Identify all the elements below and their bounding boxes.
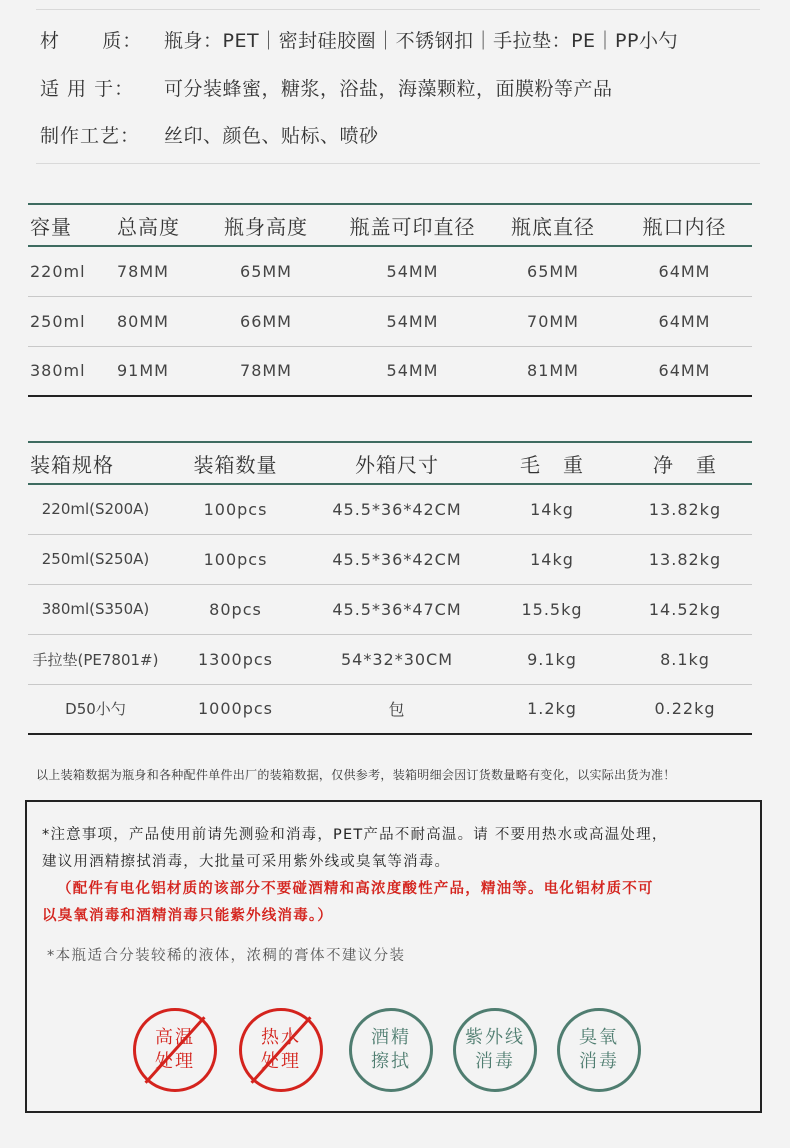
- table-row: [28, 584, 752, 634]
- ozone-disinfection-icon: [557, 1008, 641, 1092]
- material-label: 材 质：: [40, 29, 143, 52]
- header-mouth-inner-diameter: 瓶口内径: [642, 214, 727, 239]
- cell: 81MM: [489, 346, 617, 396]
- cell: 65MM: [489, 246, 617, 296]
- notice-red-line-1: （配件有电化铝材质的该部分不要碰酒精和高浓度酸性产品，精油等。电化铝材质不可: [57, 881, 654, 897]
- cell: 91MM: [113, 346, 196, 396]
- cell: 380ml(S350A): [28, 584, 163, 634]
- cell: 54MM: [336, 246, 489, 296]
- craft-label: 制作工艺：: [40, 124, 141, 147]
- notice-red-line-2: 以臭氧消毒和酒精消毒只能紫外线消毒。）: [42, 908, 334, 924]
- packing-table: [28, 441, 752, 735]
- usage-value: 可分装蜂蜜，糖浆，浴盐，海藻颗粒，面膜粉等产品: [164, 77, 613, 100]
- cell: 14.52kg: [618, 584, 752, 634]
- cell: 8.1kg: [618, 634, 752, 684]
- info-divider: [36, 163, 760, 164]
- icon-label: 臭氧: [579, 1027, 619, 1048]
- material-value: 瓶身：PET｜密封硅胶圈｜不锈钢扣｜手拉垫：PE｜PP小勺: [164, 29, 678, 52]
- info-row-material: [40, 24, 770, 54]
- table-row: [28, 634, 752, 684]
- icon-label: 处理: [261, 1051, 301, 1072]
- cell: 54MM: [336, 296, 489, 346]
- cell: 100pcs: [163, 534, 308, 584]
- icon-label: 擦拭: [371, 1051, 411, 1072]
- top-divider: [36, 9, 760, 10]
- cell: 66MM: [196, 296, 336, 346]
- header-net-weight: 净 重: [652, 452, 718, 477]
- cell: 78MM: [113, 246, 196, 296]
- usage-label: 适 用 于：: [40, 77, 135, 100]
- cell: 手拉垫(PE7801#): [28, 634, 163, 684]
- cell: 100pcs: [163, 484, 308, 534]
- table-row: [28, 246, 752, 296]
- cell: 65MM: [196, 246, 336, 296]
- info-row-usage: [40, 72, 770, 102]
- size-table-header: [28, 204, 752, 246]
- notice-line-2: 建议用酒精擦拭消毒，大批量可采用紫外线或臭氧等消毒。: [42, 854, 451, 870]
- cell: 13.82kg: [618, 484, 752, 534]
- header-cap-print-diameter: 瓶盖可印直径: [349, 214, 476, 239]
- no-high-temp-icon: [133, 1008, 217, 1092]
- cell: D50小勺: [28, 684, 163, 734]
- cell: 1000pcs: [163, 684, 308, 734]
- cell: 45.5*36*42CM: [308, 534, 486, 584]
- craft-value: 丝印、颜色、贴标、喷砂: [164, 124, 379, 147]
- icon-label: 消毒: [579, 1051, 619, 1072]
- cell: 220ml: [28, 246, 113, 296]
- cell: 1300pcs: [163, 634, 308, 684]
- header-carton-size: 外箱尺寸: [355, 452, 439, 477]
- cell: 380ml: [28, 346, 113, 396]
- header-total-height: 总高度: [117, 214, 180, 239]
- cell: 15.5kg: [486, 584, 618, 634]
- cell: 14kg: [486, 484, 618, 534]
- icon-label: 酒精: [371, 1027, 411, 1048]
- cell: 包: [308, 684, 486, 734]
- header-capacity: 容量: [30, 214, 72, 239]
- icon-label: 热水: [261, 1027, 301, 1048]
- table-row: [28, 346, 752, 396]
- cell: 64MM: [617, 296, 752, 346]
- cell: 1.2kg: [486, 684, 618, 734]
- cell: 78MM: [196, 346, 336, 396]
- cell: 9.1kg: [486, 634, 618, 684]
- cell: 250ml(S250A): [28, 534, 163, 584]
- table-row: [28, 684, 752, 734]
- icon-label: 高温: [155, 1027, 195, 1048]
- cell: 250ml: [28, 296, 113, 346]
- packing-footnote: 以上装箱数据为瓶身和各种配件单件出厂的装箱数据，仅供参考，装箱明细会因订货数量略有变化，以实际出货为准！: [36, 768, 676, 782]
- table-row: [28, 484, 752, 534]
- header-packing-qty: 装箱数量: [193, 452, 278, 477]
- header-gross-weight: 毛 重: [519, 452, 585, 477]
- no-hot-water-icon: [239, 1008, 323, 1092]
- cell: 0.22kg: [618, 684, 752, 734]
- cell: 13.82kg: [618, 534, 752, 584]
- header-packing-spec: 装箱规格: [30, 452, 114, 477]
- size-table: [28, 203, 752, 397]
- header-body-height: 瓶身高度: [224, 214, 308, 239]
- table-row: [28, 534, 752, 584]
- header-base-diameter: 瓶底直径: [511, 214, 595, 239]
- packing-table-header: [28, 442, 752, 484]
- cell: 45.5*36*42CM: [308, 484, 486, 534]
- cell: 54*32*30CM: [308, 634, 486, 684]
- notice-line-1: *注意事项，产品使用前请先测验和消毒，PET产品不耐高温。请 不要用热水或高温处理，: [42, 827, 668, 843]
- alcohol-wipe-icon: [349, 1008, 433, 1092]
- cell: 220ml(S200A): [28, 484, 163, 534]
- cell: 70MM: [489, 296, 617, 346]
- cell: 45.5*36*47CM: [308, 584, 486, 634]
- icon-label: 消毒: [475, 1051, 515, 1072]
- table-row: [28, 296, 752, 346]
- uv-disinfection-icon: [453, 1008, 537, 1092]
- icon-label: 紫外线: [465, 1027, 525, 1048]
- cell: 64MM: [617, 246, 752, 296]
- cell: 64MM: [617, 346, 752, 396]
- cell: 80pcs: [163, 584, 308, 634]
- cell: 80MM: [113, 296, 196, 346]
- notice-line-3: *本瓶适合分装较稀的液体，浓稠的膏体不建议分装: [47, 948, 406, 964]
- icon-label: 处理: [155, 1051, 195, 1072]
- cell: 14kg: [486, 534, 618, 584]
- info-row-craft: [40, 119, 770, 149]
- cell: 54MM: [336, 346, 489, 396]
